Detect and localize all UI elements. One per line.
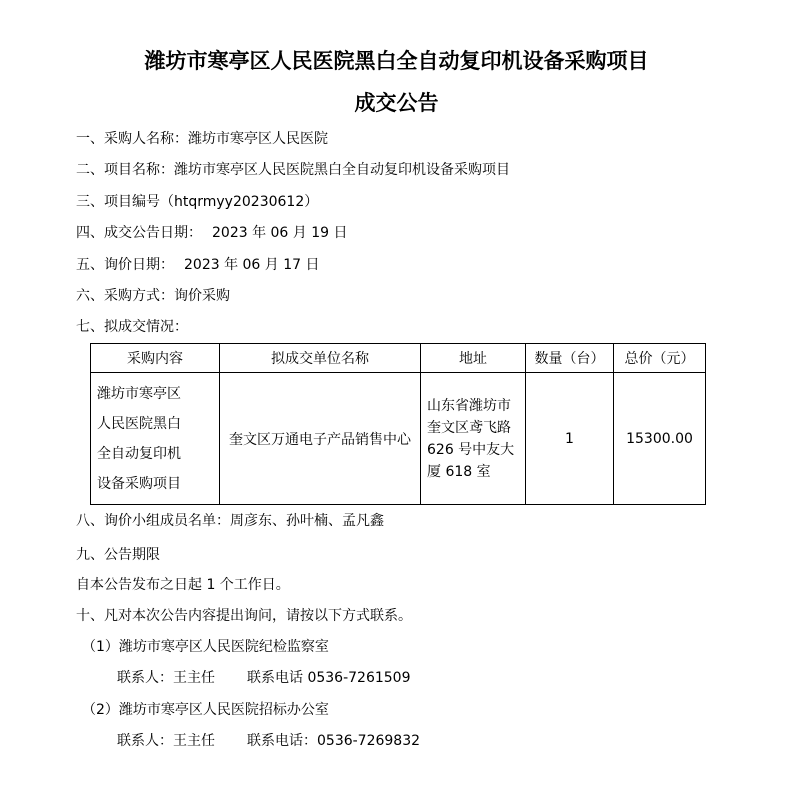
award-table [90, 343, 706, 505]
office-1-name: （1）潍坊市寒亭区人民医院纪检监察室 [82, 639, 329, 655]
office-1-phone: 联系电话 0536-7261509 [247, 670, 411, 686]
office-1-contact [117, 668, 410, 688]
members-value: 周彦东、孙叶楠、孟凡鑫 [230, 513, 384, 529]
project-name-label: 二、项目名称： [76, 162, 174, 178]
project-number-value: （htqrmyy20230612） [160, 194, 319, 210]
cell-address-line: 626 号中友大 [427, 441, 515, 458]
cell-address-line: 厦 618 室 [427, 463, 491, 480]
announcement-date-line [76, 223, 348, 243]
header-address: 地址 [421, 344, 526, 373]
project-name-line [76, 160, 510, 180]
procurement-method-value: 询价采购 [174, 288, 230, 304]
cell-address-line: 山东省潍坊市 [427, 397, 511, 414]
procurement-method-line [76, 286, 230, 306]
purchaser-value: 潍坊市寒亭区人民医院 [188, 131, 328, 147]
cell-content-line: 潍坊市寒亭区 [97, 385, 181, 402]
header-quantity: 数量（台） [526, 344, 614, 373]
project-number-label: 三、项目编号 [76, 194, 160, 210]
contact-heading: 十、凡对本次公告内容提出询问，请按以下方式联系。 [76, 608, 412, 624]
period-text: 自本公告发布之日起 1 个工作日。 [76, 577, 290, 593]
cell-content-line: 全自动复印机 [97, 445, 181, 462]
award-status-line [76, 317, 188, 337]
members-label: 八、询价小组成员名单： [76, 513, 230, 529]
project-name-value: 潍坊市寒亭区人民医院黑白全自动复印机设备采购项目 [174, 162, 510, 178]
announcement-date-label: 四、成交公告日期： [76, 225, 202, 241]
cell-total: 15300.00 [614, 373, 706, 505]
announcement-date-value: 2023 年 06 月 19 日 [212, 225, 348, 241]
header-content: 采购内容 [91, 344, 220, 373]
table-header-row [91, 344, 706, 373]
cell-content [91, 373, 220, 505]
members-line [76, 511, 384, 531]
office-2-person: 联系人：王主任 [117, 733, 215, 749]
procurement-method-label: 六、采购方式： [76, 288, 174, 304]
office-1-person: 联系人：王主任 [117, 670, 215, 686]
period-heading: 九、公告期限 [76, 547, 160, 563]
inquiry-date-value: 2023 年 06 月 17 日 [184, 257, 320, 273]
table-row [91, 373, 706, 505]
office-2-name: （2）潍坊市寒亭区人民医院招标办公室 [82, 702, 329, 718]
purchaser-label: 一、采购人名称： [76, 131, 188, 147]
purchaser-line [76, 129, 328, 149]
project-number-line [76, 192, 318, 212]
cell-content-line: 设备采购项目 [97, 475, 181, 492]
inquiry-date-label: 五、询价日期： [76, 257, 174, 273]
cell-supplier: 奎文区万通电子产品销售中心 [220, 373, 421, 505]
award-status-label: 七、拟成交情况： [76, 319, 188, 335]
office-2-contact [117, 731, 420, 751]
cell-address-line: 奎文区鸢飞路 [427, 419, 511, 436]
cell-address [421, 373, 526, 505]
cell-quantity: 1 [526, 373, 614, 505]
header-supplier: 拟成交单位名称 [220, 344, 421, 373]
page-title: 潍坊市寒亭区人民医院黑白全自动复印机设备采购项目 [144, 48, 649, 73]
inquiry-date-line [76, 255, 320, 275]
page-subtitle: 成交公告 [354, 90, 439, 115]
office-2-phone: 联系电话：0536-7269832 [247, 733, 421, 749]
header-total: 总价（元） [614, 344, 706, 373]
cell-content-line: 人民医院黑白 [97, 415, 181, 432]
